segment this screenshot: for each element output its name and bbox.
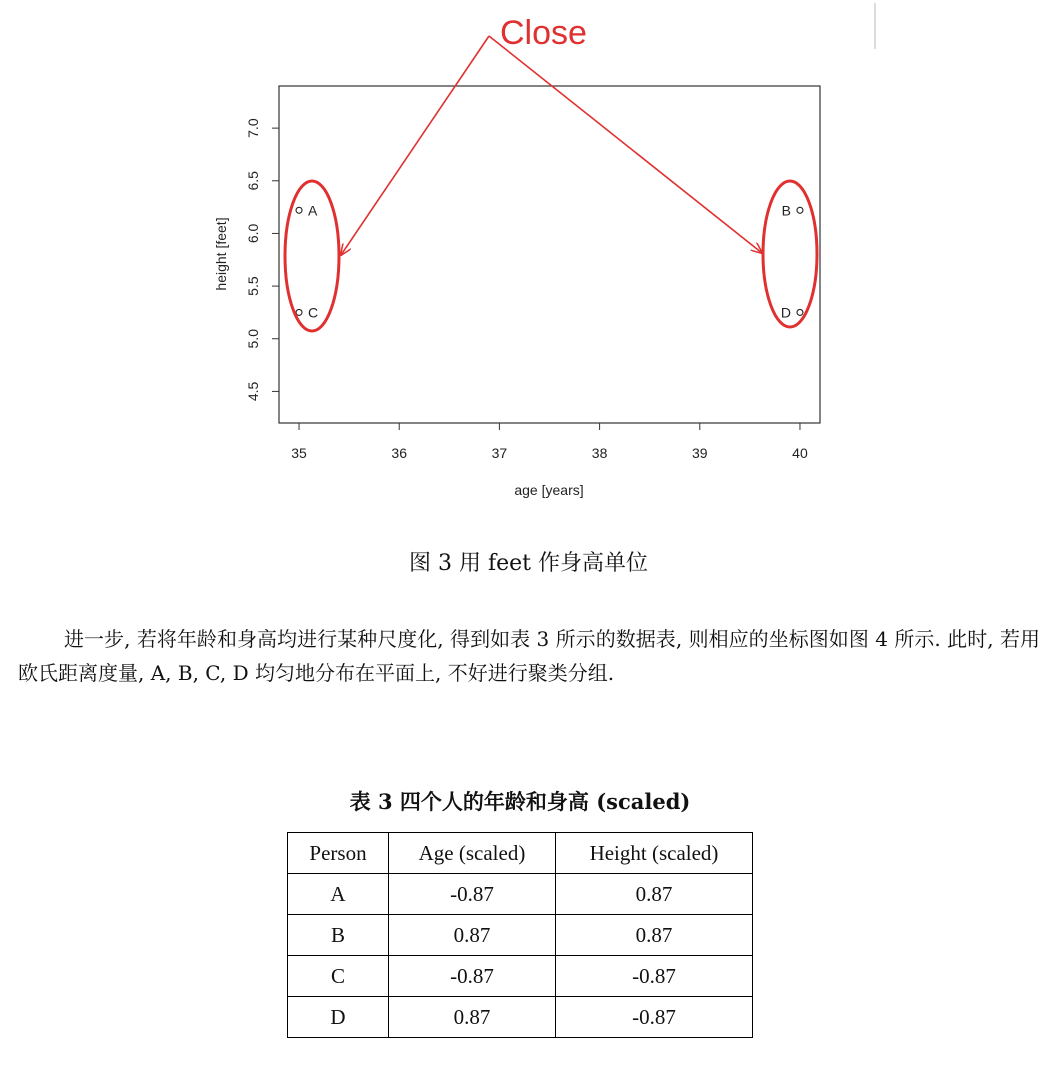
y-tick-label: 4.5: [245, 381, 261, 402]
cell-height: 0.87: [556, 915, 753, 956]
point-label-d: D: [780, 304, 791, 321]
y-tick-label: 6.0: [245, 223, 261, 244]
header-age: Age (scaled): [389, 833, 556, 874]
x-tick-label: 36: [391, 445, 408, 461]
cell-person: D: [288, 997, 389, 1038]
table-row: [288, 874, 753, 915]
table-row: [288, 997, 753, 1038]
table-caption: 表 3 四个人的年龄和身高 (scaled): [349, 789, 691, 814]
cell-height: -0.87: [556, 956, 753, 997]
point-label-b: B: [781, 202, 791, 219]
cell-person: A: [288, 874, 389, 915]
cell-height: -0.87: [556, 997, 753, 1038]
data-table: [287, 832, 753, 1038]
cell-person: C: [288, 956, 389, 997]
y-tick-label: 5.0: [245, 329, 261, 349]
data-points: [296, 202, 803, 320]
cell-age: 0.87: [389, 915, 556, 956]
x-axis: [291, 423, 808, 461]
table-header-row: [288, 833, 753, 874]
cell-age: -0.87: [389, 956, 556, 997]
y-axis: [245, 118, 279, 401]
header-height: Height (scaled): [556, 833, 753, 874]
table-row: [288, 915, 753, 956]
arrow-left: [341, 36, 489, 255]
x-tick-label: 38: [591, 445, 608, 461]
x-tick-label: 37: [491, 445, 508, 461]
data-point-d: [797, 309, 803, 315]
y-axis-label: height [feet]: [213, 217, 229, 291]
y-tick-label: 5.5: [245, 276, 261, 296]
arrow-right: [489, 36, 762, 253]
plot-frame: [279, 86, 820, 423]
cell-person: B: [288, 915, 389, 956]
x-tick-label: 35: [291, 445, 307, 461]
y-tick-label: 7.0: [245, 118, 261, 138]
cell-age: -0.87: [389, 874, 556, 915]
cell-height: 0.87: [556, 874, 753, 915]
y-tick-label: 6.5: [245, 171, 261, 191]
table-row: [288, 956, 753, 997]
cell-age: 0.87: [389, 997, 556, 1038]
data-point-b: [797, 207, 803, 213]
data-point-a: [296, 207, 302, 213]
close-annotation: Close: [500, 14, 587, 52]
x-tick-label: 39: [691, 445, 708, 461]
point-label-c: C: [308, 304, 319, 321]
data-point-c: [296, 309, 302, 315]
figure-caption: 图 3 用 feet 作身高单位: [409, 551, 648, 576]
header-person: Person: [288, 833, 389, 874]
body-paragraph: 进一步, 若将年龄和身高均进行某种尺度化, 得到如表 3 所示的数据表, 则相应的坐标图如图 4 所示. 此时, 若用欧氏距离度量, A, B, C, D 均匀地分布在平面上, 不好进行聚类分组.: [18, 627, 1040, 685]
x-tick-label: 40: [792, 445, 808, 461]
x-axis-label: age [years]: [514, 482, 584, 498]
point-label-a: A: [308, 202, 318, 219]
scatter-chart: [0, 0, 1057, 520]
